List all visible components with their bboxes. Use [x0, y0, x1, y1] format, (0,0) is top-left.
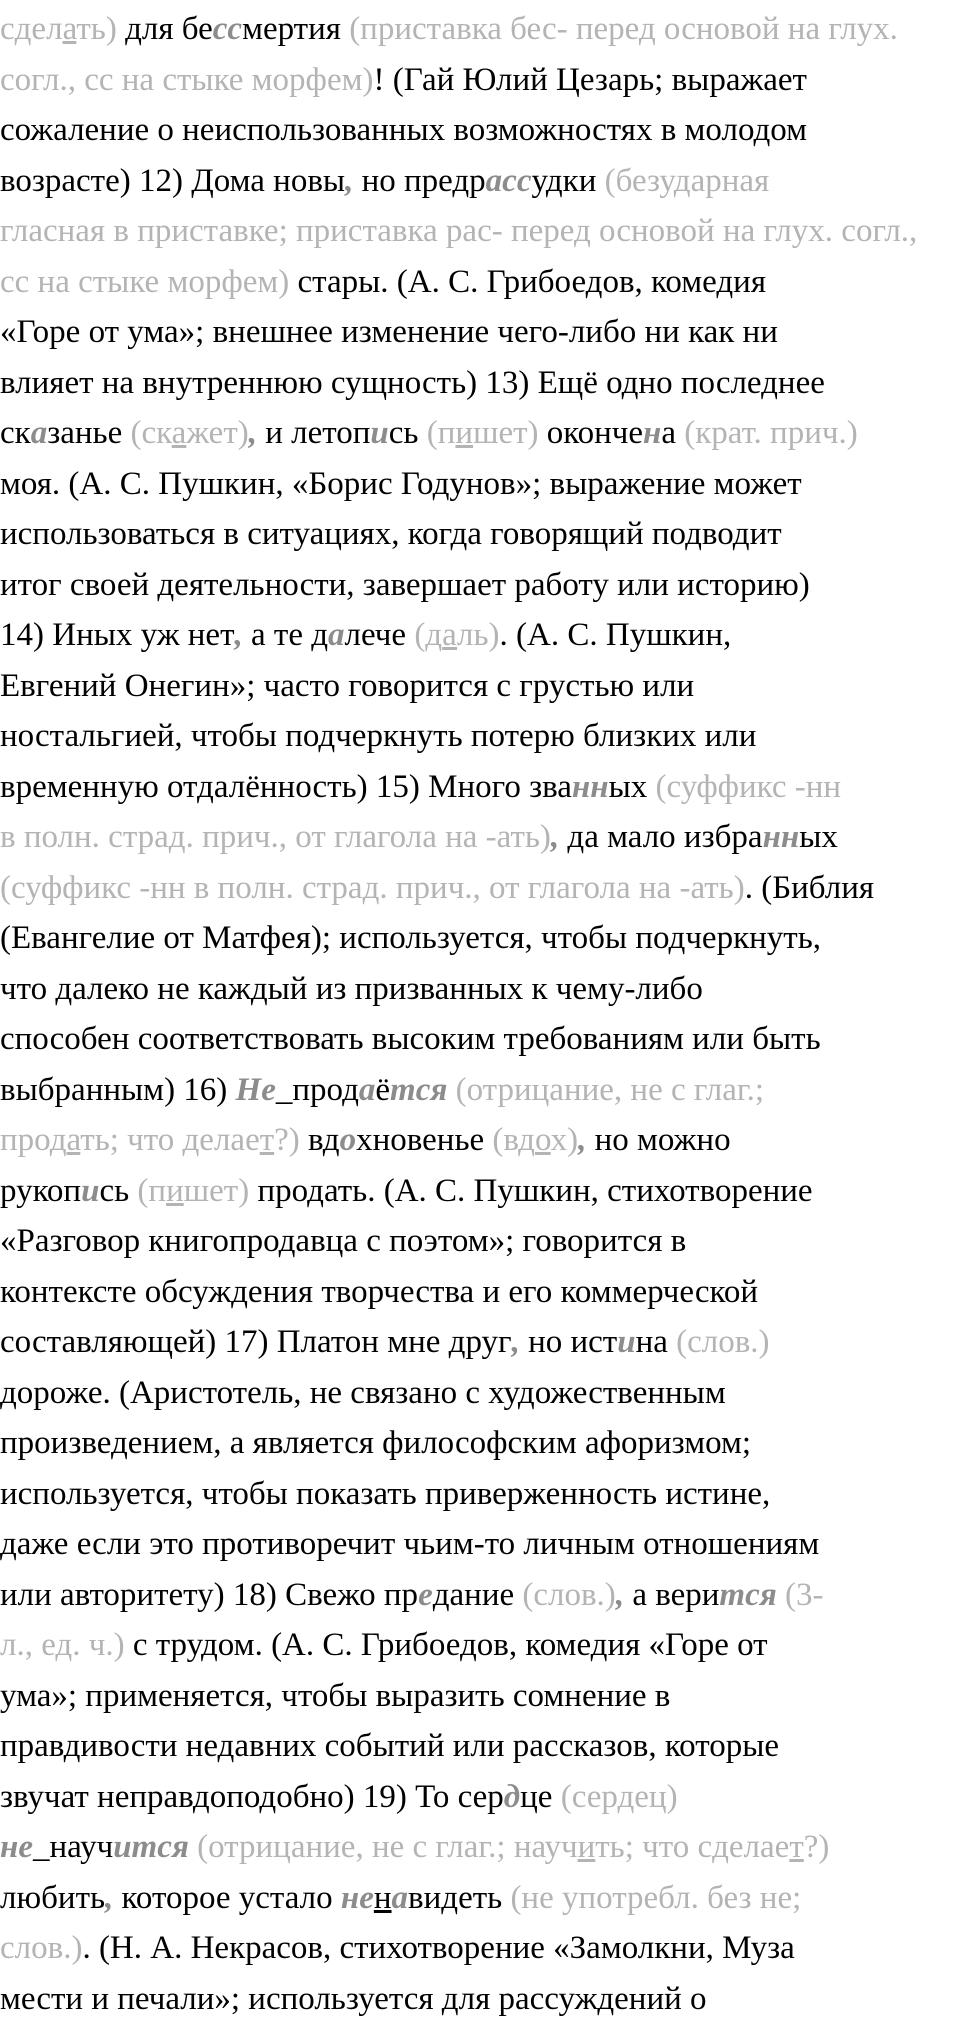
annotation-text: а: [67, 1122, 81, 1158]
annotation-text: (3-: [777, 1577, 824, 1613]
text-segment: ! (Гай Юлий Цезарь; выражает: [373, 62, 807, 98]
text-segment: стары. (А. С. Грибоедов, комедия: [289, 264, 766, 300]
annotation-text: шет): [473, 415, 538, 451]
text-segment: использоваться в ситуациях, когда говорящий подводит: [0, 516, 782, 552]
annotation-text: х): [551, 1122, 579, 1158]
text-segment: видеть: [408, 1880, 510, 1916]
annotation-text: ?): [274, 1122, 300, 1158]
text-segment: дороже. (Аристотель, не связано с художественным: [0, 1375, 726, 1411]
text-segment: ых: [799, 819, 838, 855]
text-segment: ё: [375, 1072, 390, 1108]
annotation-text: о: [535, 1122, 551, 1158]
annotation-text: а: [442, 617, 457, 653]
text-segment: оконче: [539, 415, 644, 451]
text-line: [0, 1065, 954, 1116]
text-segment: но ист: [520, 1324, 617, 1360]
text-line: [0, 1115, 954, 1166]
text-line: [0, 1014, 954, 1065]
text-segment: продать. (А. С. Пушкин, стихотворение: [249, 1173, 812, 1209]
annotation-text: (п: [427, 415, 456, 451]
text-segment: на: [636, 1324, 677, 1360]
highlighted-letter: не: [0, 1829, 33, 1865]
text-segment: произведением, а является философским афоризмом;: [0, 1425, 751, 1461]
annotation-text: а: [63, 11, 77, 47]
text-line: [0, 1620, 954, 1671]
text-line: [0, 459, 954, 510]
text-segment: любить: [0, 1880, 105, 1916]
annotation-text: (слов.): [522, 1577, 615, 1613]
text-line: [0, 1671, 954, 1722]
annotation-text: сс на стыке морфем): [0, 264, 289, 300]
text-line: [0, 1317, 954, 1368]
annotation-text: (суффикс -нн в полн. страд. прич., от глагола на -ать): [0, 870, 745, 906]
annotation-text: (п: [137, 1173, 166, 1209]
highlighted-letter: ится: [113, 1829, 189, 1865]
text-line: [0, 1469, 954, 1520]
text-segment: мести и печали»; используется для рассуждений о: [0, 1981, 707, 2017]
annotation-text: гласная в приставке; приставка рас- перед основой на глух. согл.,: [0, 213, 917, 249]
highlighted-letter: е: [418, 1577, 433, 1613]
text-line: [0, 1873, 954, 1924]
text-line: [0, 762, 954, 813]
annotation-text: ?): [804, 1829, 830, 1865]
text-segment: . (А. С. Пушкин,: [500, 617, 732, 653]
text-line: [0, 206, 954, 257]
text-segment: контексте обсуждения творчества и его коммерческой: [0, 1274, 758, 1310]
text-segment: а: [661, 415, 684, 451]
text-line: [0, 257, 954, 308]
annotation-text: слов.): [0, 1930, 82, 1966]
text-segment: моя. (А. С. Пушкин, «Борис Годунов»; выражение может: [0, 466, 802, 502]
text-line: [0, 1267, 954, 1318]
highlighted-letter: а: [328, 617, 345, 653]
text-segment: правдивости недавних событий или рассказов, которые: [0, 1728, 779, 1764]
annotation-text: д: [617, 1779, 634, 1815]
annotation-text: и: [578, 1829, 596, 1865]
annotation-text: (крат. прич.): [684, 415, 857, 451]
text-line: [0, 156, 954, 207]
highlighted-letter: а: [31, 415, 48, 451]
highlighted-letter: ,: [249, 415, 257, 451]
text-segment: . (Библия: [745, 870, 874, 906]
annotation-text: а: [172, 415, 187, 451]
annotation-text: (отрицание, не с глаг.;: [447, 1072, 764, 1108]
text-segment: способен соответствовать высоким требованиям или быть: [0, 1021, 821, 1057]
highlighted-letter: и: [81, 1173, 99, 1209]
text-line: [0, 4, 954, 55]
highlighted-letter: ,: [512, 1324, 520, 1360]
text-segment: лече: [345, 617, 415, 653]
text-segment: дание: [433, 1577, 523, 1613]
annotation-text: согл., сс на стыке морфем): [0, 62, 373, 98]
text-line: [0, 1368, 954, 1419]
annotation-text: (слов.): [676, 1324, 769, 1360]
annotation-text: ть; что делае: [80, 1122, 259, 1158]
annotation-text: ль): [457, 617, 500, 653]
text-line: [0, 1418, 954, 1469]
annotation-text: и: [166, 1173, 184, 1209]
text-line: [0, 1772, 954, 1823]
text-line: [0, 509, 954, 560]
highlighted-letter: ,: [105, 1880, 113, 1916]
annotation-text: в полн. страд. прич., от глагола на -ать): [0, 819, 551, 855]
text-segment: составляющей) 17) Платон мне друг: [0, 1324, 512, 1360]
text-segment: Евгений Онегин»; часто говорится с грустью или: [0, 668, 694, 704]
highlighted-letter: ,: [235, 617, 243, 653]
text-line: [0, 1166, 954, 1217]
text-segment: с трудом. (А. С. Грибоедов, комедия «Горе от: [125, 1627, 768, 1663]
highlighted-letter: тся: [390, 1072, 447, 1108]
text-segment: н: [374, 1880, 392, 1916]
annotation-text: (вд: [492, 1122, 535, 1158]
text-line: [0, 610, 954, 661]
annotation-text: л., ед. ч.): [0, 1627, 125, 1663]
annotation-text: шет): [184, 1173, 249, 1209]
text-segment: но предр: [353, 163, 485, 199]
text-segment: ых: [609, 769, 656, 805]
text-line: [0, 1519, 954, 1570]
text-segment: . (Н. А. Некрасов, стихотворение «Замолкни, Муза: [82, 1930, 794, 1966]
text-segment: влияет на внутреннюю сущность) 13) Ещё одно последнее: [0, 365, 825, 401]
highlighted-letter: а: [392, 1880, 409, 1916]
annotation-text: жет): [186, 415, 248, 451]
text-segment: выбранным) 16): [0, 1072, 236, 1108]
text-segment: временную отдалённость) 15) Много зва: [0, 769, 572, 805]
text-segment: а те д: [243, 617, 328, 653]
annotation-text: (сер: [561, 1779, 618, 1815]
annotation-text: т: [260, 1122, 274, 1158]
annotation-text: ть; что сделае: [595, 1829, 789, 1865]
text-line: [0, 661, 954, 712]
text-segment: сожаление о неиспользованных возможностях в молодом: [0, 112, 807, 148]
text-line: [0, 1974, 954, 2024]
text-segment: ума»; применяется, чтобы выразить сомнение в: [0, 1678, 670, 1714]
annotation-text: т: [789, 1829, 803, 1865]
text-segment: которое устало: [113, 1880, 341, 1916]
text-segment: це: [520, 1779, 561, 1815]
text-line: [0, 560, 954, 611]
text-segment: или авторитету) 18) Свежо пр: [0, 1577, 418, 1613]
text-segment: а вери: [624, 1577, 719, 1613]
text-line: [0, 711, 954, 762]
highlighted-letter: н: [643, 415, 661, 451]
highlighted-letter: ,: [616, 1577, 624, 1613]
text-segment: 14) Иных уж нет: [0, 617, 235, 653]
highlighted-letter: ,: [551, 819, 559, 855]
text-segment: мертия: [242, 11, 349, 47]
text-segment: вд: [300, 1122, 340, 1158]
text-line: [0, 1923, 954, 1974]
highlighted-letter: ,: [345, 163, 353, 199]
annotation-text: ть): [76, 11, 125, 47]
text-segment: даже если это противоречит чьим-то личным отношениям: [0, 1526, 819, 1562]
text-segment: используется, чтобы показать приверженность истине,: [0, 1476, 770, 1512]
highlighted-letter: Не: [236, 1072, 276, 1108]
text-segment: сь: [99, 1173, 137, 1209]
text-segment: что далеко не каждый из призванных к чему-либо: [0, 971, 703, 1007]
text-line: [0, 105, 954, 156]
text-segment: возрасте) 12) Дома новы: [0, 163, 345, 199]
text-line: [0, 812, 954, 863]
text-line: [0, 964, 954, 1015]
text-line: [0, 1570, 954, 1621]
highlighted-letter: а: [359, 1072, 376, 1108]
highlighted-letter: о: [340, 1122, 357, 1158]
text-line: [0, 863, 954, 914]
highlighted-letter: ,: [578, 1122, 586, 1158]
text-segment: сь: [389, 415, 427, 451]
highlighted-letter: и: [617, 1324, 635, 1360]
highlighted-letter: нн: [572, 769, 609, 805]
text-segment: для бе: [125, 11, 213, 47]
annotation-text: ец): [634, 1779, 677, 1815]
highlighted-letter: и: [370, 415, 388, 451]
text-segment: занье: [47, 415, 130, 451]
annotation-text: (д: [414, 617, 442, 653]
annotation-text: (приставка бес- перед основой на глух.: [349, 11, 898, 47]
text-line: [0, 408, 954, 459]
text-line: [0, 1216, 954, 1267]
text-segment: удки: [531, 163, 604, 199]
text-line: [0, 307, 954, 358]
annotation-text: (безударная: [605, 163, 770, 199]
text-segment: да мало избра: [559, 819, 762, 855]
text-segment: ностальгией, чтобы подчеркнуть потерю близких или: [0, 718, 756, 754]
text-line: [0, 913, 954, 964]
text-segment: «Разговор книгопродавца с поэтом»; говорится в: [0, 1223, 686, 1259]
text-line: [0, 1822, 954, 1873]
annotation-text: сдел: [0, 11, 63, 47]
text-segment: звучат неправдоподобно) 19) То сер: [0, 1779, 504, 1815]
highlighted-letter: нн: [763, 819, 800, 855]
text-segment: хновенье: [356, 1122, 492, 1158]
text-segment: и летоп: [257, 415, 370, 451]
text-line: [0, 1721, 954, 1772]
annotation-text: (не употребл. без не;: [510, 1880, 801, 1916]
text-segment: но можно: [586, 1122, 730, 1158]
annotation-text: прод: [0, 1122, 67, 1158]
text-segment: «Горе от ума»; внешнее изменение чего-либо ни как ни: [0, 314, 778, 350]
annotation-text: (ск: [130, 415, 171, 451]
text-line: [0, 55, 954, 106]
annotation-text: (отрицание, не с глаг.; науч: [189, 1829, 578, 1865]
text-segment: _науч: [33, 1829, 113, 1865]
highlighted-letter: тся: [719, 1577, 776, 1613]
highlighted-letter: сс: [213, 11, 242, 47]
highlighted-letter: асс: [486, 163, 532, 199]
highlighted-letter: не: [341, 1880, 374, 1916]
text-segment: _прод: [276, 1072, 359, 1108]
text-segment: ск: [0, 415, 31, 451]
annotation-text: (суффикс -нн: [656, 769, 842, 805]
highlighted-letter: д: [504, 1779, 520, 1815]
annotation-text: и: [455, 415, 473, 451]
text-segment: итог своей деятельности, завершает работу или историю): [0, 567, 810, 603]
text-segment: рукоп: [0, 1173, 81, 1209]
text-segment: (Евангелие от Матфея); используется, чтобы подчеркнуть,: [0, 920, 821, 956]
document-text: [0, 4, 954, 2024]
text-line: [0, 358, 954, 409]
